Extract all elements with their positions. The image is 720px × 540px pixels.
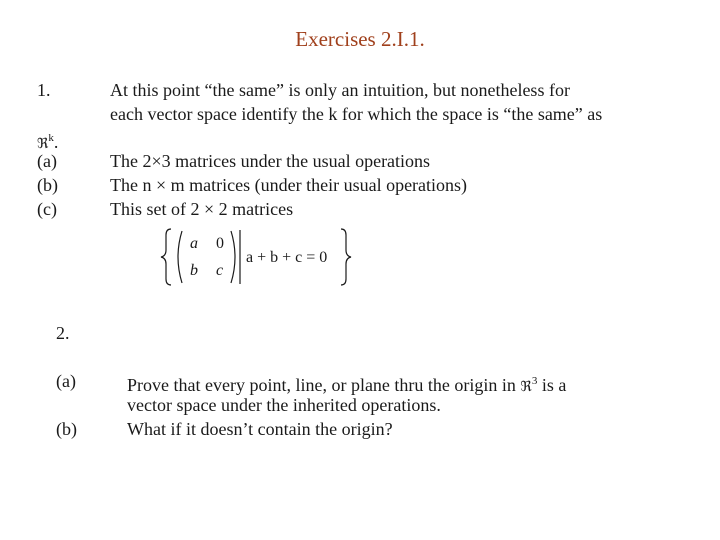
real-numbers-symbol: ℜ <box>37 136 49 152</box>
exercise-1-part-c-text: This set of 2 × 2 matrices <box>110 199 294 219</box>
exercise-2-part-b-label: (b) <box>56 419 77 439</box>
rk-superscript: k <box>48 132 54 144</box>
exercise-1-part-c-label: (c) <box>37 199 57 219</box>
matrix-entry-c: c <box>216 262 224 279</box>
exercise-2-part-a-text-after: is a <box>537 375 567 395</box>
matrix-set-notation <box>158 226 354 288</box>
exercise-2-number: 2. <box>56 323 70 343</box>
exercise-2-part-a-line-2: vector space under the inherited operations. <box>127 395 441 415</box>
exercise-2-part-a-text-before: Prove that every point, line, or plane thru the origin in <box>127 375 521 395</box>
matrix-left-paren <box>178 231 182 283</box>
matrix-right-paren <box>231 231 235 283</box>
exercise-1-intro-line-1: At this point “the same” is only an intuition, but nonetheless for <box>110 80 570 100</box>
exercise-1-intro-line-2: each vector space identify the k for which the space is “the same” as <box>110 104 603 124</box>
exercise-2-part-b-text: What if it doesn’t contain the origin? <box>127 419 393 439</box>
exercise-1-number: 1. <box>37 80 51 100</box>
exercise-1-part-a-label: (a) <box>37 151 57 171</box>
exercise-1-part-a-text: The 2×3 matrices under the usual operations <box>110 151 431 171</box>
matrix-entry-b: b <box>190 262 198 279</box>
exercise-1-part-b-label: (b) <box>37 175 58 195</box>
exercise-1-part-b-text: The n × m matrices (under their usual operations) <box>110 175 468 195</box>
matrix-entry-zero: 0 <box>216 235 224 252</box>
r3-superscript: 3 <box>531 375 538 387</box>
right-brace <box>341 229 351 285</box>
matrix-condition: a + b + c = 0 <box>246 249 328 266</box>
page-title: Exercises 2.I.1. <box>295 27 425 51</box>
exercise-2-part-a-label: (a) <box>56 371 76 391</box>
left-brace <box>161 229 171 285</box>
rk-period: . <box>53 132 59 152</box>
real-numbers-symbol: ℜ <box>520 379 532 395</box>
matrix-entry-a: a <box>190 235 198 252</box>
